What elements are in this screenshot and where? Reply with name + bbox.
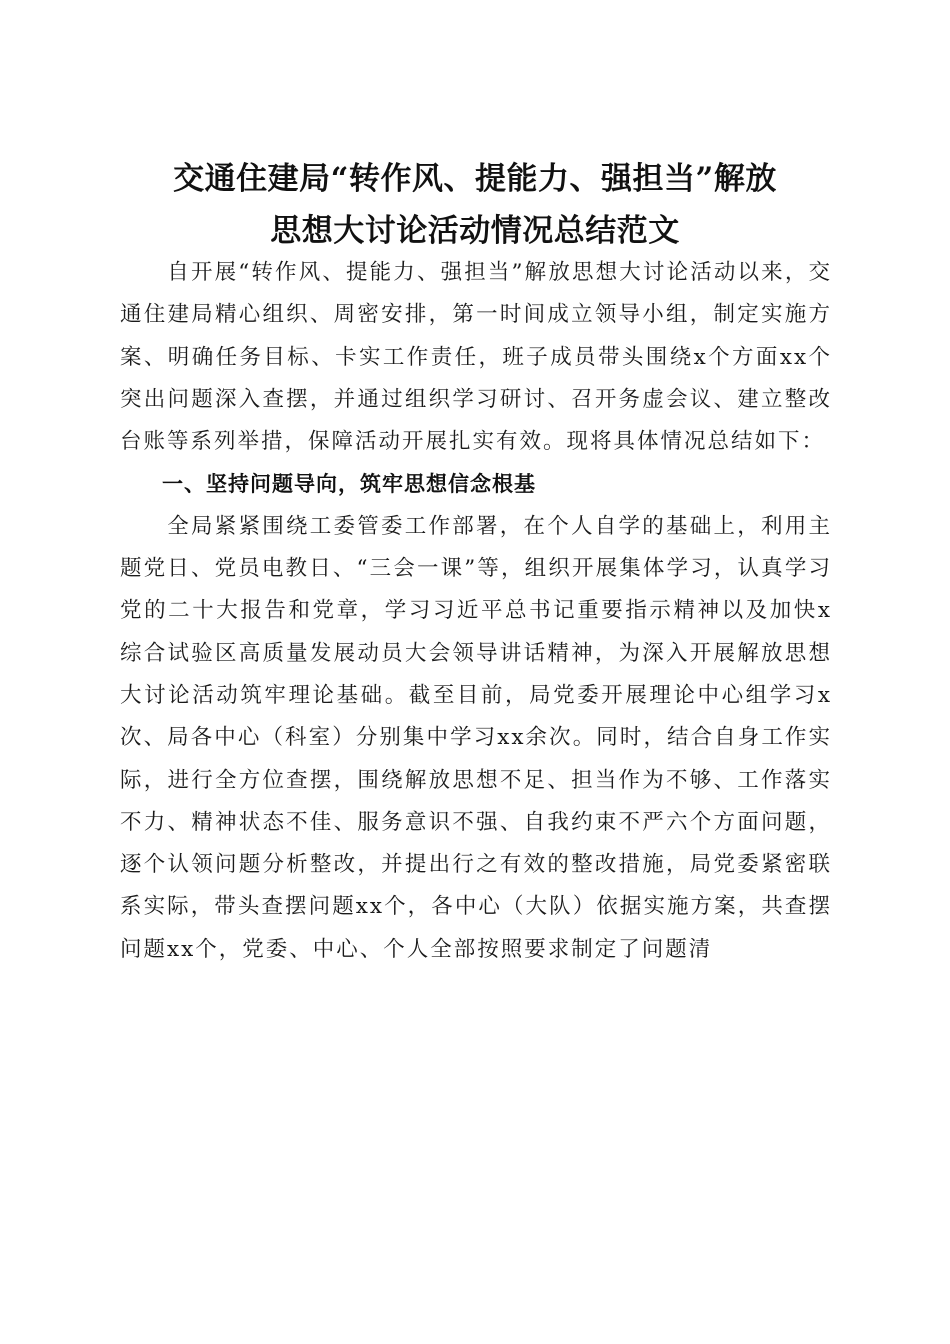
- document-title-line-2: 思想大讨论活动情况总结范文: [270, 212, 680, 249]
- document-body: [120, 252, 832, 971]
- intro-paragraph: 自开展“转作风、提能力、强担当”解放思想大讨论活动以来，交通住建局精心组织、周密安排，第一时间成立领导小组，制定实施方案、明确任务目标、卡实工作责任，班子成员带头围绕x个方面xx个突出问题深入查摆，并通过组织学习研讨、召开务虚会议、建立整改台账等系列举措，保障活动开展扎实有效。现将具体情况总结如下：: [120, 260, 832, 455]
- section-1-heading: 一、坚持问题导向，筑牢思想信念根基: [162, 472, 536, 497]
- section-1-paragraph: 全局紧紧围绕工委管委工作部署，在个人自学的基础上，利用主题党日、党员电教日、“三会一课”等，组织开展集体学习，认真学习党的二十大报告和党章，学习习近平总书记重要指示精神以及加快x综合试验区高质量发展动员大会领导讲话精神，为深入开展解放思想大讨论活动筑牢理论基础。截至目前，局党委开展理论中心组学习x次、局各中心（科室）分别集中学习xx余次。同时，结合自身工作实际，进行全方位查摆，围绕解放思想不足、担当作为不够、工作落实不力、精神状态不佳、服务意识不强、自我约束不严六个方面问题，逐个认领问题分析整改，并提出行之有效的整改措施，局党委紧密联系实际，带头查摆问题xx个，各中心（大队）依据实施方案，共查摆问题xx个，党委、中心、个人全部按照要求制定了问题清: [120, 513, 832, 962]
- document-title: [100, 153, 850, 257]
- document-title-line-1: 交通住建局“转作风、提能力、强担当”解放: [173, 160, 777, 197]
